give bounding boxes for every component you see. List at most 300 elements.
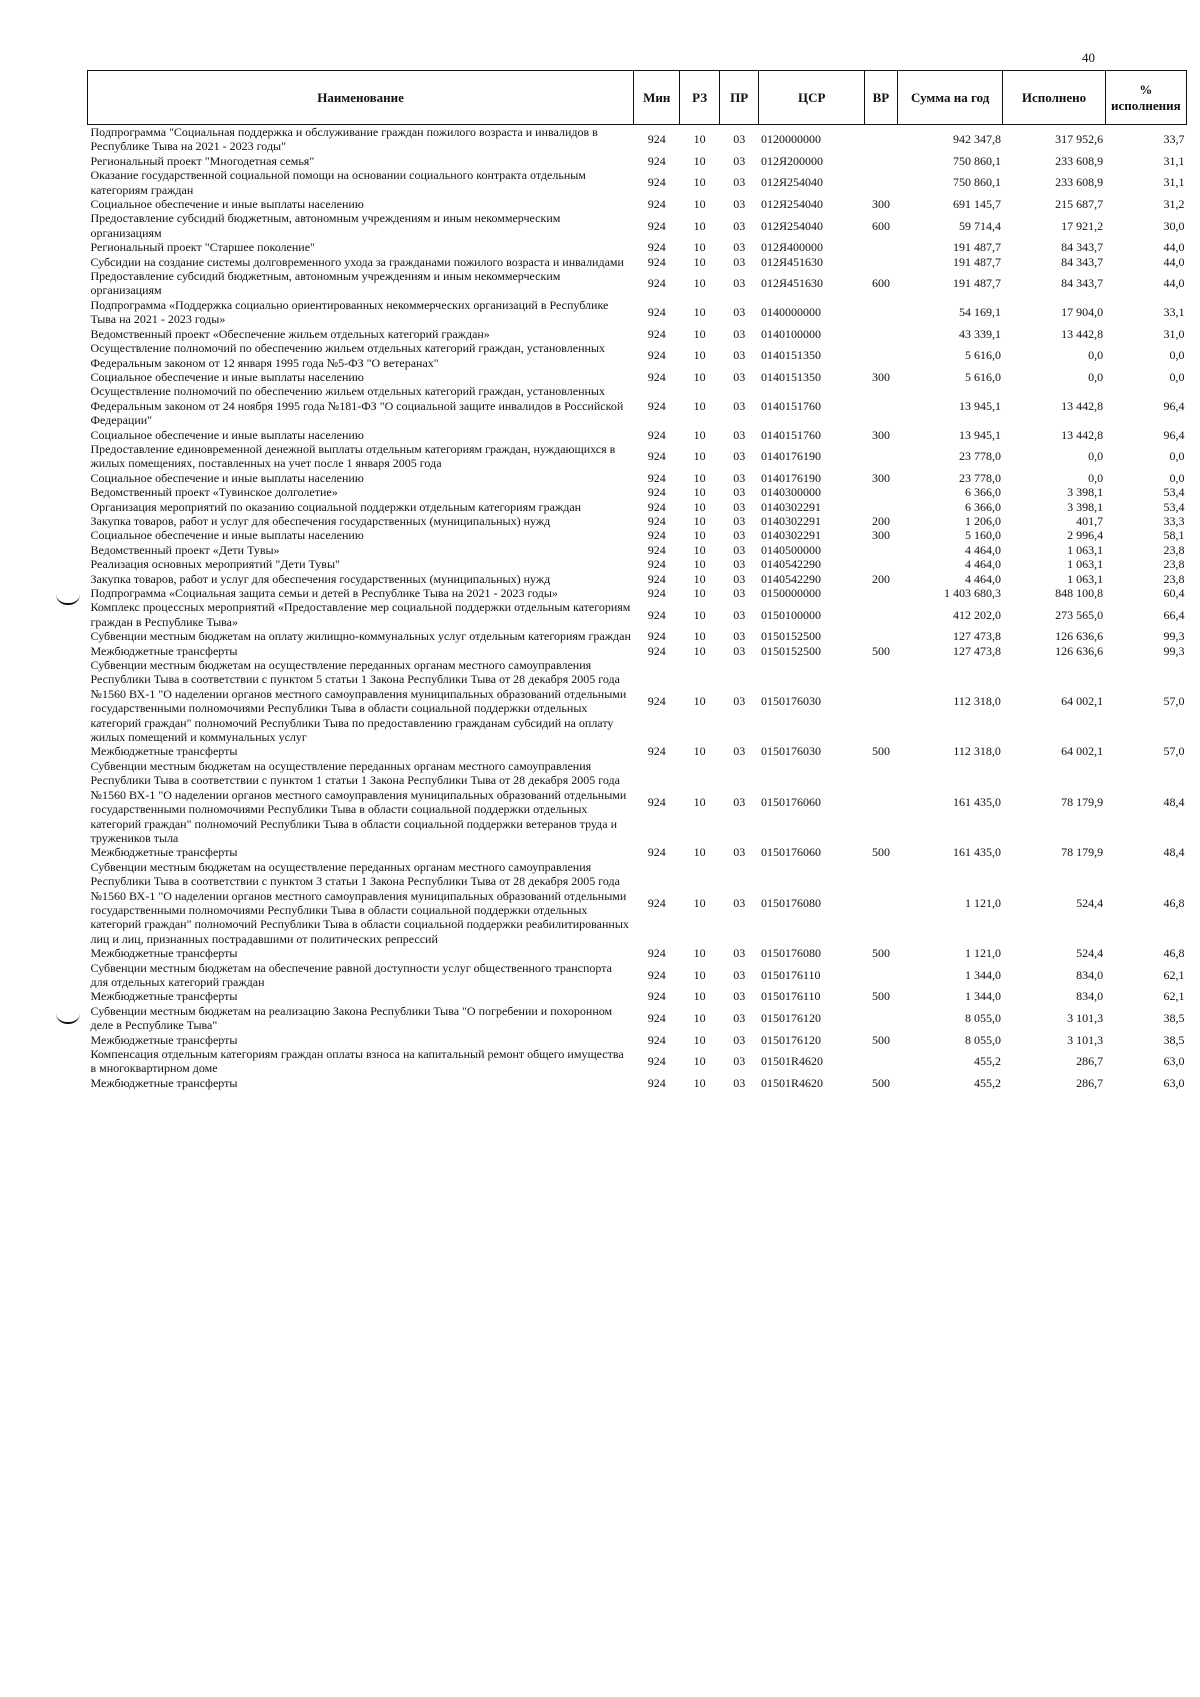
- cell-min: 924: [647, 218, 666, 233]
- cell-done: 0,0: [1088, 449, 1104, 464]
- cell-csr: 012Я254040: [760, 218, 823, 233]
- cell-min: 924: [647, 276, 666, 291]
- cell-sum: 127 473,8: [952, 643, 1001, 658]
- cell-vr: [864, 629, 897, 643]
- cell-min: 924: [647, 175, 666, 190]
- cell-csr: 0150176120: [760, 1010, 821, 1025]
- cell-min: 924: [647, 197, 666, 212]
- cell-name: Оказание государственной социальной помощи на основании социального контракта отдельным категориям граждан: [90, 168, 586, 197]
- cell-name: Межбюджетные трансферты: [90, 643, 238, 658]
- cell-pct: 63,0: [1163, 1075, 1185, 1090]
- cell-vr: [864, 543, 897, 557]
- cell-pct: 31,0: [1163, 326, 1185, 341]
- cell-min: 924: [647, 607, 666, 622]
- table-row: [88, 269, 1187, 298]
- cell-name: Межбюджетные трансферты: [90, 1032, 238, 1047]
- cell-sum: 5 616,0: [964, 369, 1001, 384]
- cell-pr: 03: [733, 643, 746, 658]
- cell-vr: [864, 759, 897, 845]
- cell-pct: 23,8: [1163, 557, 1185, 572]
- cell-done: 2 996,4: [1067, 528, 1104, 543]
- cell-rz: 10: [693, 254, 706, 269]
- cell-pct: 0,0: [1169, 470, 1185, 485]
- cell-name: Субвенции местным бюджетам на осуществление переданных органам местного самоуправления Республики Тыва в соответствии с пунктом 1 статьи 1 Закона Республики Тыва от 28 декабря 2005 года №1560 ВХ-1 "О наделении органов местного самоуправления муниципальных образований отдельными государственными полномочиями Республики Тыва в области социальной поддержки отдельных категорий граждан" полномочий Республики Тыва в области социальной поддержки ветеранов труда и тружеников тыла: [90, 758, 627, 845]
- cell-sum: 4 464,0: [964, 542, 1001, 557]
- cell-pct: 0,0: [1169, 449, 1185, 464]
- cell-vr: [864, 154, 897, 168]
- cell-pr: 03: [733, 1054, 746, 1069]
- cell-done: 126 636,6: [1055, 629, 1104, 644]
- cell-pct: 66,4: [1163, 607, 1185, 622]
- cell-sum: 8 055,0: [964, 1010, 1001, 1025]
- cell-vr: [864, 600, 897, 629]
- cell-sum: 942 347,8: [952, 132, 1001, 147]
- cell-min: 924: [647, 153, 666, 168]
- cell-pct: 31,1: [1163, 175, 1185, 190]
- cell-rz: 10: [693, 946, 706, 961]
- cell-sum: 1 344,0: [964, 989, 1001, 1004]
- cell-pr: 03: [733, 744, 746, 759]
- cell-rz: 10: [693, 513, 706, 528]
- cell-vr: [864, 658, 897, 744]
- table-row: [88, 961, 1187, 990]
- header-min: Мин: [634, 71, 680, 125]
- cell-sum: 1 121,0: [964, 895, 1001, 910]
- cell-done: 78 179,9: [1061, 845, 1104, 860]
- table-row: [88, 125, 1187, 154]
- cell-rz: 10: [693, 895, 706, 910]
- header-sum: Сумма на год: [897, 71, 1003, 125]
- cell-done: 0,0: [1088, 348, 1104, 363]
- cell-pct: 62,1: [1163, 967, 1185, 982]
- cell-pct: 57,0: [1163, 744, 1185, 759]
- cell-done: 215 687,7: [1055, 197, 1104, 212]
- cell-vr: 600: [871, 276, 890, 291]
- cell-vr: [864, 298, 897, 327]
- cell-done: 401,7: [1076, 513, 1104, 528]
- cell-csr: 0140000000: [760, 305, 821, 320]
- cell-sum: 43 339,1: [958, 326, 1001, 341]
- cell-pr: 03: [733, 571, 746, 586]
- cell-done: 524,4: [1076, 946, 1104, 961]
- cell-name: Субвенции местным бюджетам на осуществление переданных органам местного самоуправления Республики Тыва в соответствии с пунктом 5 статьи 1 Закона Республики Тыва от 28 декабря 2005 года №1560 ВХ-1 "О наделении органов местного самоуправления муниципальных образований отдельными государственными полномочиями Республики Тыва в области социальной поддержки отдельных категорий граждан" полномочий Республики Тыва по предоставлению гражданам субсидий на оплату жилых помещений и коммунальных услуг: [90, 658, 627, 745]
- cell-rz: 10: [693, 499, 706, 514]
- cell-name: Социальное обеспечение и иные выплаты населению: [90, 197, 364, 212]
- table-row: [88, 341, 1187, 370]
- cell-rz: 10: [693, 348, 706, 363]
- cell-min: 924: [647, 485, 666, 500]
- table-row: [88, 586, 1187, 600]
- table-header-row: [88, 71, 1187, 125]
- cell-rz: 10: [693, 197, 706, 212]
- cell-csr: 0150176080: [760, 895, 821, 910]
- page-number: 40: [1082, 50, 1095, 65]
- table-row: [88, 514, 1187, 528]
- cell-vr: 500: [871, 989, 890, 1004]
- cell-pr: 03: [733, 542, 746, 557]
- cell-pct: 99,3: [1163, 629, 1185, 644]
- table-body: [88, 125, 1187, 1091]
- cell-min: 924: [647, 240, 666, 255]
- cell-name: Субвенции местным бюджетам на осуществление переданных органам местного самоуправления Республики Тыва в соответствии с пунктом 3 статьи 1 Закона Республики Тыва от 28 декабря 2005 года №1560 ВХ-1 "О наделении органов местного самоуправления муниципальных образований отдельными государственными полномочиями Республики Тыва в области социальной поддержки отдельных категорий граждан" полномочий Республики Тыва в области социальной поддержки реабилитированных лиц и лиц, признанных пострадавшими от политических репрессий: [90, 859, 629, 946]
- cell-sum: 23 778,0: [958, 449, 1001, 464]
- cell-done: 233 608,9: [1055, 153, 1104, 168]
- cell-csr: 012Я254040: [760, 175, 823, 190]
- table-row: [88, 543, 1187, 557]
- cell-name: Закупка товаров, работ и услуг для обеспечения государственных (муниципальных) нужд: [90, 513, 551, 528]
- cell-name: Подпрограмма «Поддержка социально ориентированных некоммерческих организаций в Республике Тыва на 2021 - 2023 годы»: [90, 297, 609, 327]
- cell-vr: 500: [871, 744, 890, 759]
- cell-pct: 46,8: [1163, 946, 1185, 961]
- table-row: [88, 600, 1187, 629]
- cell-min: 924: [647, 254, 666, 269]
- cell-rz: 10: [693, 1010, 706, 1025]
- cell-sum: 412 202,0: [952, 607, 1001, 622]
- cell-vr: [864, 485, 897, 499]
- cell-name: Комплекс процессных мероприятий «Предоставление мер социальной поддержки отдельным категориям граждан в Республике Тыва»: [90, 600, 631, 629]
- cell-name: Предоставление субсидий бюджетным, автономным учреждениям и иным некоммерческим организациям: [90, 211, 561, 240]
- cell-name: Реализация основных мероприятий "Дети Тувы": [90, 557, 340, 572]
- cell-min: 924: [647, 470, 666, 485]
- table-row: [88, 1047, 1187, 1076]
- cell-rz: 10: [693, 485, 706, 500]
- cell-rz: 10: [693, 427, 706, 442]
- cell-name: Социальное обеспечение и иные выплаты населению: [90, 369, 364, 384]
- cell-name: Субвенции местным бюджетам на реализацию Закона Республики Тыва "О погребении и похоронном деле в Республике Тыва": [90, 1003, 613, 1033]
- cell-rz: 10: [693, 542, 706, 557]
- table-row: [88, 528, 1187, 542]
- cell-sum: 6 366,0: [964, 485, 1001, 500]
- cell-min: 924: [647, 132, 666, 147]
- cell-min: 924: [647, 398, 666, 413]
- cell-vr: 300: [871, 427, 890, 442]
- cell-csr: 01501R4620: [760, 1075, 823, 1090]
- cell-rz: 10: [693, 305, 706, 320]
- header-vr: ВР: [864, 71, 897, 125]
- cell-pr: 03: [733, 1010, 746, 1025]
- cell-done: 64 002,1: [1061, 744, 1104, 759]
- cell-sum: 13 945,1: [958, 398, 1001, 413]
- cell-rz: 10: [693, 989, 706, 1004]
- cell-min: 924: [647, 571, 666, 586]
- cell-name: Межбюджетные трансферты: [90, 946, 238, 961]
- cell-done: 3 398,1: [1067, 485, 1104, 500]
- table-row: [88, 989, 1187, 1003]
- cell-sum: 455,2: [973, 1054, 1001, 1069]
- cell-done: 834,0: [1076, 989, 1104, 1004]
- cell-csr: 012Я451630: [760, 254, 823, 269]
- cell-sum: 1 206,0: [964, 513, 1001, 528]
- cell-pct: 38,5: [1163, 1032, 1185, 1047]
- cell-vr: 200: [871, 513, 890, 528]
- cell-pct: 96,4: [1163, 398, 1185, 413]
- cell-name: Субсидии на создание системы долговременного ухода за гражданами пожилого возраста и инвалидами: [90, 254, 624, 269]
- cell-csr: 0150152500: [760, 629, 821, 644]
- cell-rz: 10: [693, 571, 706, 586]
- cell-pct: 44,0: [1163, 254, 1185, 269]
- cell-rz: 10: [693, 449, 706, 464]
- cell-min: 924: [647, 629, 666, 644]
- cell-sum: 750 860,1: [952, 153, 1001, 168]
- cell-vr: 500: [871, 845, 890, 860]
- cell-pr: 03: [733, 276, 746, 291]
- cell-done: 13 442,8: [1061, 398, 1104, 413]
- cell-vr: [864, 240, 897, 254]
- cell-sum: 112 318,0: [953, 744, 1001, 759]
- cell-vr: 300: [871, 369, 890, 384]
- cell-rz: 10: [693, 1054, 706, 1069]
- cell-done: 3 101,3: [1067, 1032, 1104, 1047]
- table-row: [88, 946, 1187, 960]
- cell-min: 924: [647, 586, 666, 600]
- cell-rz: 10: [693, 557, 706, 572]
- cell-sum: 6 366,0: [964, 499, 1001, 514]
- cell-sum: 5 616,0: [964, 348, 1001, 363]
- cell-csr: 01501R4620: [760, 1054, 823, 1069]
- cell-name: Закупка товаров, работ и услуг для обеспечения государственных (муниципальных) нужд: [90, 571, 551, 586]
- cell-vr: 500: [871, 643, 890, 658]
- cell-min: 924: [647, 542, 666, 557]
- cell-pr: 03: [733, 694, 746, 709]
- table-row: [88, 500, 1187, 514]
- cell-pct: 62,1: [1163, 989, 1185, 1004]
- cell-pr: 03: [733, 197, 746, 212]
- cell-rz: 10: [693, 694, 706, 709]
- cell-rz: 10: [693, 629, 706, 644]
- cell-name: Компенсация отдельным категориям граждан оплаты взноса на капитальный ремонт общего имущества в многоквартирном доме: [90, 1047, 624, 1076]
- table-row: [88, 255, 1187, 269]
- cell-name: Ведомственный проект «Дети Тувы»: [90, 542, 280, 557]
- cell-min: 924: [647, 744, 666, 759]
- cell-csr: 012Я200000: [760, 153, 823, 168]
- cell-min: 924: [647, 528, 666, 543]
- cell-done: 233 608,9: [1055, 175, 1104, 190]
- table-row: [88, 572, 1187, 586]
- margin-bracket-mark: [56, 1013, 80, 1024]
- cell-done: 78 179,9: [1061, 794, 1104, 809]
- cell-sum: 13 945,1: [958, 427, 1001, 442]
- cell-csr: 0150176030: [760, 744, 821, 759]
- cell-rz: 10: [693, 175, 706, 190]
- cell-sum: 1 403 680,3: [943, 586, 1001, 600]
- cell-min: 924: [647, 557, 666, 572]
- header-rz: РЗ: [680, 71, 720, 125]
- cell-name: Предоставление субсидий бюджетным, автономным учреждениям и иным некоммерческим организациям: [90, 269, 561, 298]
- cell-rz: 10: [693, 1075, 706, 1090]
- cell-sum: 112 318,0: [953, 694, 1001, 709]
- cell-csr: 012Я400000: [760, 240, 823, 255]
- cell-rz: 10: [693, 276, 706, 291]
- cell-pct: 33,1: [1163, 305, 1185, 320]
- cell-vr: [864, 1047, 897, 1076]
- cell-pr: 03: [733, 1075, 746, 1090]
- cell-done: 17 904,0: [1061, 305, 1104, 320]
- cell-vr: [864, 168, 897, 197]
- table-row: [88, 658, 1187, 744]
- cell-min: 924: [647, 1075, 666, 1090]
- cell-rz: 10: [693, 398, 706, 413]
- cell-csr: 0140176190: [760, 470, 821, 485]
- cell-done: 1 063,1: [1067, 542, 1104, 557]
- cell-pct: 44,0: [1163, 240, 1185, 255]
- cell-pr: 03: [733, 607, 746, 622]
- header-done: Исполнено: [1003, 71, 1105, 125]
- cell-pr: 03: [733, 175, 746, 190]
- cell-pr: 03: [733, 967, 746, 982]
- cell-pct: 46,8: [1163, 895, 1185, 910]
- cell-done: 834,0: [1076, 967, 1104, 982]
- table-row: [88, 629, 1187, 643]
- cell-rz: 10: [693, 218, 706, 233]
- cell-rz: 10: [693, 794, 706, 809]
- cell-name: Межбюджетные трансферты: [90, 1075, 238, 1090]
- cell-csr: 012Я254040: [760, 197, 823, 212]
- cell-pct: 48,4: [1163, 794, 1185, 809]
- table-row: [88, 197, 1187, 211]
- cell-sum: 691 145,7: [952, 197, 1001, 212]
- table-row: [88, 471, 1187, 485]
- cell-sum: 5 160,0: [964, 528, 1001, 543]
- cell-sum: 1 344,0: [964, 967, 1001, 982]
- cell-min: 924: [647, 1054, 666, 1069]
- cell-rz: 10: [693, 132, 706, 147]
- cell-rz: 10: [693, 528, 706, 543]
- cell-vr: [864, 557, 897, 571]
- header-pr: ПР: [719, 71, 759, 125]
- cell-name: Социальное обеспечение и иные выплаты населению: [90, 470, 364, 485]
- cell-rz: 10: [693, 1032, 706, 1047]
- cell-vr: 500: [871, 1032, 890, 1047]
- cell-csr: 0140151350: [760, 369, 821, 384]
- cell-rz: 10: [693, 470, 706, 485]
- cell-name: Ведомственный проект «Тувинское долголетие»: [90, 485, 338, 500]
- cell-pct: 23,8: [1163, 542, 1185, 557]
- cell-csr: 0140151760: [760, 398, 821, 413]
- cell-csr: 0150176110: [760, 967, 821, 982]
- cell-vr: [864, 327, 897, 341]
- cell-min: 924: [647, 694, 666, 709]
- cell-pr: 03: [733, 895, 746, 910]
- cell-done: 17 921,2: [1061, 218, 1104, 233]
- table-row: [88, 442, 1187, 471]
- cell-pr: 03: [733, 449, 746, 464]
- cell-sum: 191 487,7: [952, 240, 1001, 255]
- table-row: [88, 168, 1187, 197]
- cell-sum: 8 055,0: [964, 1032, 1001, 1047]
- cell-sum: 54 169,1: [958, 305, 1001, 320]
- cell-vr: [864, 255, 897, 269]
- cell-pr: 03: [733, 218, 746, 233]
- cell-name: Субвенции местным бюджетам на оплату жилищно-коммунальных услуг отдельным категориям граждан: [90, 629, 631, 644]
- cell-name: Подпрограмма "Социальная поддержка и обслуживание граждан пожилого возраста и инвалидов в Республике Тыва на 2021 - 2023 годы": [90, 125, 598, 154]
- cell-name: Региональный проект "Старшее поколение": [90, 240, 315, 255]
- cell-pr: 03: [733, 240, 746, 255]
- cell-pct: 31,2: [1163, 197, 1185, 212]
- cell-done: 848 100,8: [1055, 586, 1104, 600]
- cell-sum: 455,2: [973, 1075, 1001, 1090]
- cell-min: 924: [647, 845, 666, 860]
- table-row: [88, 759, 1187, 845]
- cell-vr: 300: [871, 197, 890, 212]
- cell-pct: 23,8: [1163, 571, 1185, 586]
- cell-csr: 0140151350: [760, 348, 821, 363]
- cell-pct: 58,1: [1163, 528, 1185, 543]
- cell-pct: 53,4: [1163, 485, 1185, 500]
- cell-min: 924: [647, 449, 666, 464]
- cell-csr: 0150100000: [760, 607, 821, 622]
- table-row: [88, 154, 1187, 168]
- cell-csr: 0150176060: [760, 794, 821, 809]
- cell-min: 924: [647, 989, 666, 1004]
- cell-name: Подпрограмма «Социальная защита семьи и детей в Республике Тыва на 2021 - 2023 годы»: [90, 586, 558, 600]
- cell-rz: 10: [693, 326, 706, 341]
- cell-pr: 03: [733, 794, 746, 809]
- cell-name: Осуществление полномочий по обеспечению жильем отдельных категорий граждан, установленных Федеральным законом от 24 ноября 1995 года №181-ФЗ "О социальной защите инвалидов в Российской Федерации": [90, 384, 624, 428]
- cell-vr: 200: [871, 571, 890, 586]
- cell-pct: 38,5: [1163, 1010, 1185, 1025]
- cell-min: 924: [647, 1032, 666, 1047]
- header-name: Наименование: [88, 71, 634, 125]
- cell-pr: 03: [733, 557, 746, 572]
- cell-vr: [864, 442, 897, 471]
- cell-vr: 500: [871, 946, 890, 961]
- cell-done: 273 565,0: [1055, 607, 1104, 622]
- cell-pr: 03: [733, 254, 746, 269]
- cell-csr: 0150176120: [760, 1032, 821, 1047]
- cell-min: 924: [647, 513, 666, 528]
- cell-csr: 0140176190: [760, 449, 821, 464]
- cell-min: 924: [647, 499, 666, 514]
- cell-name: Ведомственный проект «Обеспечение жильем отдельных категорий граждан»: [90, 326, 490, 341]
- cell-pct: 33,7: [1163, 132, 1185, 147]
- cell-pr: 03: [733, 369, 746, 384]
- cell-vr: [864, 341, 897, 370]
- table-row: [88, 1076, 1187, 1090]
- cell-pr: 03: [733, 946, 746, 961]
- cell-min: 924: [647, 643, 666, 658]
- cell-sum: 4 464,0: [964, 557, 1001, 572]
- cell-sum: 1 121,0: [964, 946, 1001, 961]
- cell-sum: 161 435,0: [952, 845, 1001, 860]
- cell-name: Социальное обеспечение и иные выплаты населению: [90, 528, 364, 543]
- cell-sum: 191 487,7: [952, 276, 1001, 291]
- header-pct: % исполнения: [1105, 71, 1186, 125]
- cell-pr: 03: [733, 132, 746, 147]
- cell-pct: 57,0: [1163, 694, 1185, 709]
- cell-pct: 31,1: [1163, 153, 1185, 168]
- cell-pr: 03: [733, 845, 746, 860]
- cell-pct: 63,0: [1163, 1054, 1185, 1069]
- cell-csr: 0140151760: [760, 427, 821, 442]
- table-row: [88, 370, 1187, 384]
- cell-csr: 0150000000: [760, 586, 821, 600]
- cell-pr: 03: [733, 629, 746, 644]
- cell-min: 924: [647, 946, 666, 961]
- cell-csr: 0140542290: [760, 571, 821, 586]
- cell-sum: 750 860,1: [952, 175, 1001, 190]
- cell-csr: 0140302291: [760, 513, 821, 528]
- table-row: [88, 384, 1187, 427]
- cell-min: 924: [647, 1010, 666, 1025]
- cell-vr: [864, 860, 897, 946]
- cell-min: 924: [647, 369, 666, 384]
- cell-sum: 59 714,4: [958, 218, 1001, 233]
- cell-done: 317 952,6: [1055, 132, 1104, 147]
- table-row: [88, 644, 1187, 658]
- cell-vr: [864, 961, 897, 990]
- cell-pr: 03: [733, 1032, 746, 1047]
- cell-csr: 0140500000: [760, 542, 821, 557]
